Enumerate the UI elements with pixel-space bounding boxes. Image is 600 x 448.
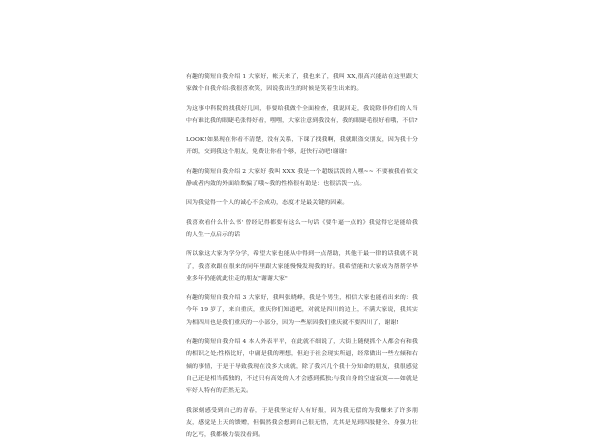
paragraph-intro-2: 有趣的简短自我介绍 2 大家好 我叫 XXX 我是一个超级活泼的人嘿~~ 不要被我看似文静或者内敛的外面给欺骗了哦~我的性格很有助是：也很活泼一点。 bbox=[186, 168, 418, 188]
paragraph-intro-4: 有趣的简短自我介绍 4 本人外表平平，在此就不细说了，大街上随便抓个人都会有和我的相识之处;性格比好，中庸是我的理想，但迫于社会现实所逼，经常做出一些左倾和右倾的事情，于是于导致我现在没多大成就，除了我兴几个我十分知命的朋友，我很感觉自己还是相当孤独的，不过只有高处的人才会感到孤独;与我自身的空虚寂寞——如就是牢好人特有的茫然无关。 bbox=[186, 339, 418, 395]
document-page bbox=[186, 71, 418, 448]
paragraph-intro-2-attitude: 因为我觉得一个人的诚心不会成功，态度才是最关键的因素。 bbox=[186, 200, 349, 207]
paragraph-intro-4-end: 我深刻感受到自己的青春，于是我坚定好人有好报，因为我无偿的为我赚来了许多朋友，感觉是上天的馈赠，但偶然我会想到自己很无惜，尤其是见到四肢健全、身强力壮的乞丐，我都极力装没看到。 bbox=[186, 407, 418, 439]
paragraph-intro-2-books: 我喜欢看什么什么书' 曾经记得都要有这么一句话《要牛逼一点的》我觉得它是能给我的人生一点启示的话 bbox=[186, 219, 418, 238]
paragraph-intro-3: 有趣的简短自我介绍 3 大家好，我叫张晓峰，我是个男生，相信大家也能看出来的：我今年 19 岁了，来自重庆，重庆你们知道吧，对就是四川的边上，不满大家说，我其实为相四川也是我们重庆的一小部分，因为一些原因我们重庆就不要四川了，谢谢! bbox=[186, 295, 418, 326]
paragraph-intro-1-end: LOOK!如果现在你看不清楚，没有关系，下课了找我啊，我就眼盗交朋友，因为我十分开朗，交到我这个朋友，免费让你看个够，赶快行动吧!谢谢! bbox=[186, 137, 418, 156]
paragraph-intro-2-end: 所以象这大家为学分学，希望大家也能从中得到一点帮助，其他干最一律的话我就不说了，我喜欢跟在很来的同年里跟大家能慢慢发现我的好。我希望能和大家成为帮帮学毕业多年仍能就此往走的朋友"谢谢大家" bbox=[186, 251, 418, 282]
paragraph-intro-1: 有趣的简短自我介绍 1 大家好，帐天来了，我也来了，我叫 XX,很高兴能站在这里跟大家做个自我介绍:我很喜欢笑，因说我出生的时候是笑着生出来的。 bbox=[186, 74, 418, 93]
paragraph-intro-1-cont: 为这事中科院的找我好几回，非要给我做个全面检查，我说回走，我说除非你们的人当中有谁比我的眼睫毛张得好看，嘿嘿，大家注意到我没有，我的眼睫毛很好看哦，不信? bbox=[186, 105, 418, 124]
